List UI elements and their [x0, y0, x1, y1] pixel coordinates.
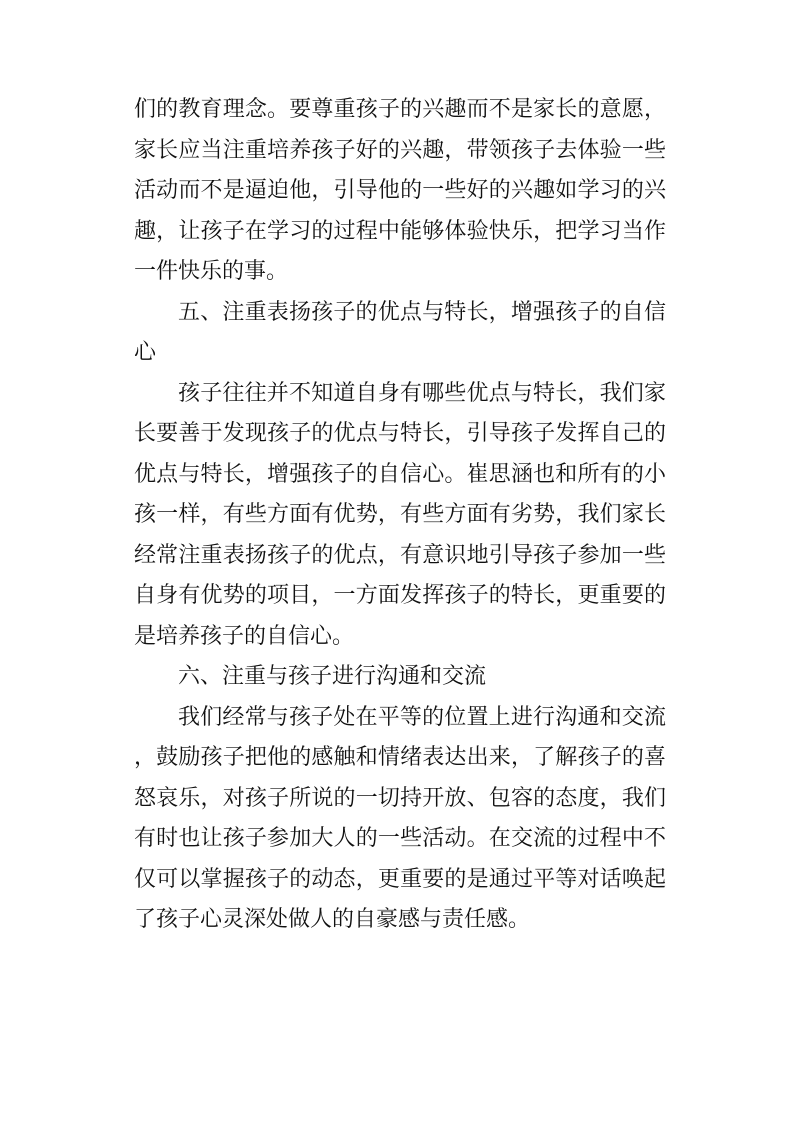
paragraph-continuation: 们的教育理念。要尊重孩子的兴趣而不是家长的意愿，家长应当注重培养孩子好的兴趣，带领孩子去体验一些活动而不是逼迫他，引导他的一些好的兴趣如学习的兴趣，让孩子在学习的过程中能够体验快乐，把学习当作一件快乐的事。 — [134, 97, 666, 284]
section-heading-6: 六、注重与孩子进行沟通和交流 — [178, 664, 487, 689]
document-body — [134, 90, 666, 941]
paragraph-section-6: 我们经常与孩子处在平等的位置上进行沟通和交流，鼓励孩子把他的感触和情绪表达出来，了解孩子的喜怒哀乐，对孩子所说的一切持开放、包容的态度，我们有时也让孩子参加大人的一些活动。在交流的过程中不仅可以掌握孩子的动态，更重要的是通过平等对话唤起了孩子心灵深处做人的自豪感与责任感。 — [134, 704, 666, 932]
paragraph-section-5: 孩子往往并不知道自身有哪些优点与特长，我们家长要善于发现孩子的优点与特长，引导孩子发挥自己的优点与特长，增强孩子的自信心。崔思涵也和所有的小孩一样，有些方面有优势，有些方面有劣势，我们家长经常注重表扬孩子的优点，有意识地引导孩子参加一些自身有优势的项目，一方面发挥孩子的特长，更重要的是培养孩子的自信心。 — [134, 380, 666, 649]
section-heading-5: 五、注重表扬孩子的优点与特长，增强孩子的自信心 — [134, 299, 666, 365]
